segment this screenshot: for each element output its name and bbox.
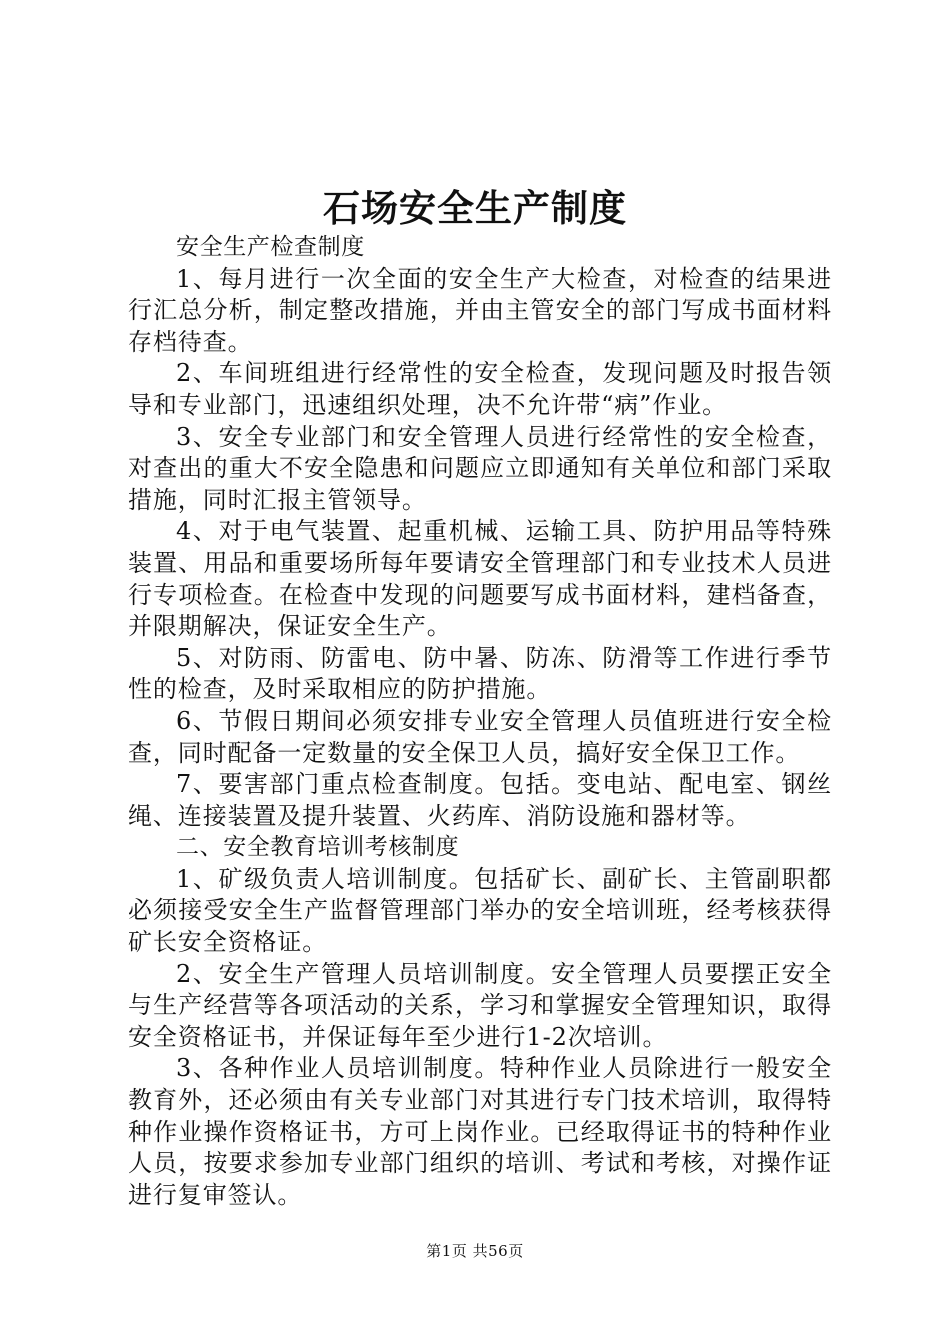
document-title: 石场安全生产制度 xyxy=(323,186,627,230)
document-body xyxy=(128,232,832,1211)
paragraph: 1、每月进行一次全面的安全生产大检查，对检查的结果进行汇总分析，制定整改措施，并由主管安全的部门写成书面材料存档待查。 xyxy=(128,264,832,356)
paragraph: 1、矿级负责人培训制度。包括矿长、副矿长、主管副职都必须接受安全生产监督管理部门举办的安全培训班，经考核获得矿长安全资格证。 xyxy=(128,864,832,957)
page-footer: 第1页 共56页 xyxy=(426,1242,524,1260)
section-heading: 安全生产检查制度 xyxy=(176,234,365,260)
section-heading: 二、安全教育培训考核制度 xyxy=(176,834,460,861)
paragraph: 5、对防雨、防雷电、防中暑、防冻、防滑等工作进行季节性的检查，及时采取相应的防护措施。 xyxy=(128,643,832,704)
paragraph: 2、安全生产管理人员培训制度。安全管理人员要摆正安全与生产经营等各项活动的关系，学习和掌握安全管理知识，取得安全资格证书，并保证每年至少进行1-2次培训。 xyxy=(128,959,832,1051)
paragraph: 4、对于电气装置、起重机械、运输工具、防护用品等特殊装置、用品和重要场所每年要请安全管理部门和专业技术人员进行专项检查。在检查中发现的问题要写成书面材料，建档备查，并限期解决，保证安全生产。 xyxy=(128,517,832,641)
paragraph: 6、节假日期间必须安排专业安全管理人员值班进行安全检查，同时配备一定数量的安全保卫人员，搞好安全保卫工作。 xyxy=(128,706,832,767)
paragraph: 3、安全专业部门和安全管理人员进行经常性的安全检查，对查出的重大不安全隐患和问题应立即通知有关单位和部门采取措施，同时汇报主管领导。 xyxy=(128,422,832,514)
paragraph: 2、车间班组进行经常性的安全检查，发现问题及时报告领导和专业部门，迅速组织处理，决不允许带“病”作业。 xyxy=(128,359,832,419)
paragraph: 7、要害部门重点检查制度。包括。变电站、配电室、钢丝绳、连接装置及提升装置、火药库、消防设施和器材等。 xyxy=(128,770,832,830)
paragraph: 3、各种作业人员培训制度。特种作业人员除进行一般安全教育外，还必须由有关专业部门对其进行专门技术培训，取得特种作业操作资格证书，方可上岗作业。已经取得证书的特种作业人员，按要求参加专业部门组织的培训、考试和考核，对操作证进行复审签认。 xyxy=(128,1054,832,1209)
